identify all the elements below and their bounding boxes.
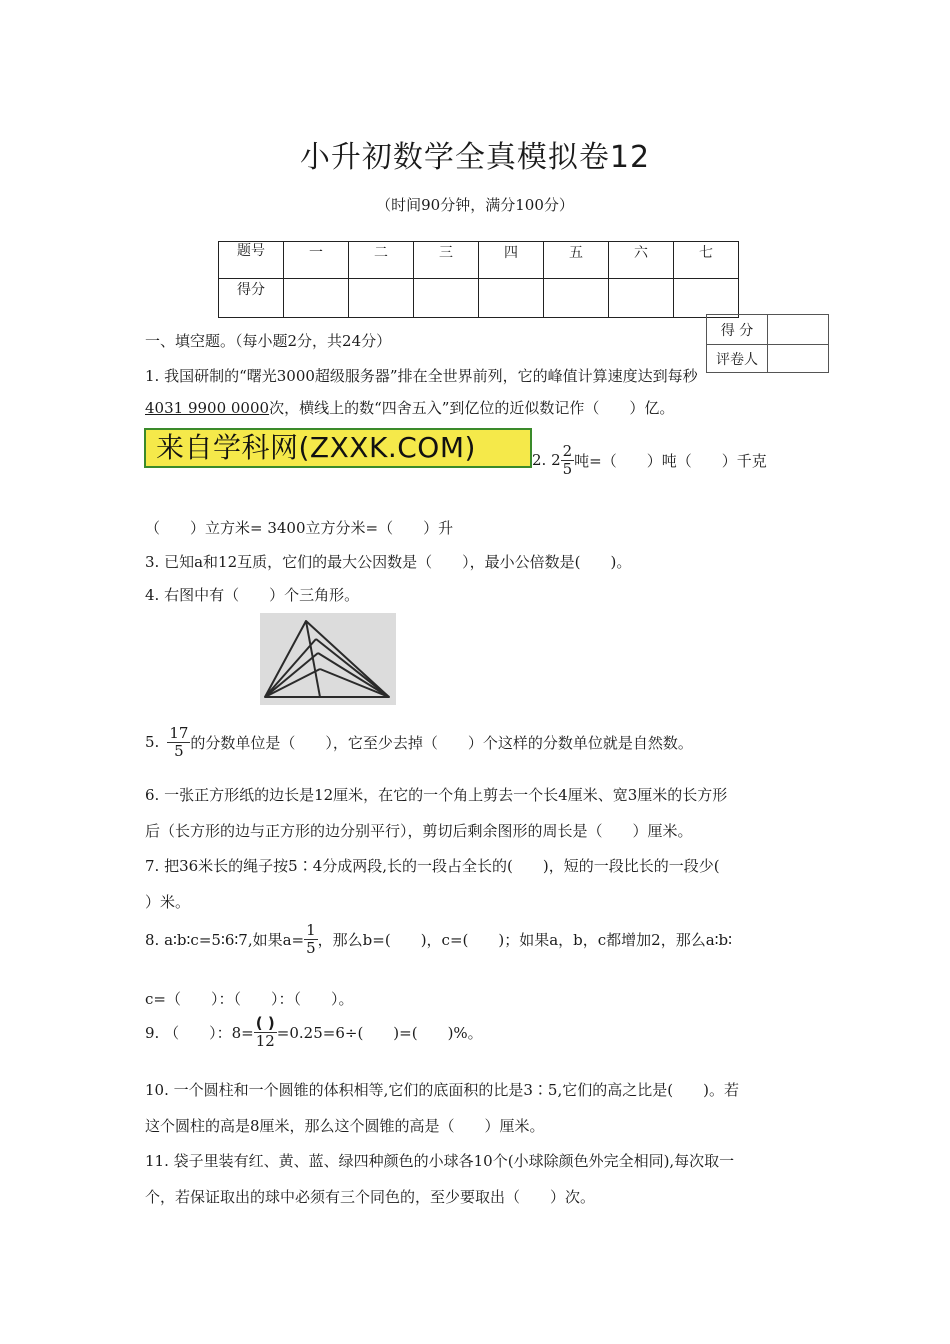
question-11-line-2: 个，若保证取出的球中必须有三个同色的，至少要取出（ ）次。 bbox=[145, 1188, 596, 1206]
fraction bbox=[304, 922, 318, 956]
question-1-line-1: 1. 我国研制的“曙光3000超级服务器”排在全世界前列，它的峰值计算速度达到每秒 bbox=[145, 367, 698, 385]
question-5-prefix: 5. bbox=[145, 733, 160, 751]
score-table bbox=[218, 241, 739, 318]
question-7-line-2: ）米。 bbox=[145, 893, 191, 911]
inner-line bbox=[320, 669, 389, 697]
grader-name-label: 评卷人 bbox=[707, 345, 768, 373]
question-9-suffix: =0.25=6÷( )=( )%。 bbox=[276, 1023, 483, 1042]
question-6-line-1: 6. 一张正方形纸的边长是12厘米，在它的一个角上剪去一个长4厘米、宽3厘米的长方形 bbox=[145, 786, 728, 804]
column-header: 二 bbox=[349, 242, 414, 279]
question-7-line-1: 7. 把36米长的绳子按5∶4分成两段,长的一段占全长的( )，短的一段比长的一段少( bbox=[145, 857, 720, 875]
question-6-line-2: 后（长方形的边与正方形的边分别平行），剪切后剩余图形的周长是（ ）厘米。 bbox=[145, 822, 693, 840]
question-9-prefix: 9. （ ）：8= bbox=[145, 1023, 254, 1042]
table-row bbox=[707, 315, 829, 345]
page-subtitle: （时间90分钟，满分100分） bbox=[376, 196, 574, 214]
fraction-numerator: 1 bbox=[306, 921, 316, 939]
grader-score-label: 得 分 bbox=[707, 315, 768, 345]
watermark-banner: 来自学科网(ZXXK.COM) bbox=[144, 428, 532, 468]
question-11-line-1: 11. 袋子里装有红、黄、蓝、绿四种颜色的小球各10个(小球除颜色外完全相同),每次取一 bbox=[145, 1152, 735, 1170]
question-10-line-2: 这个圆柱的高是8厘米，那么这个圆锥的高是（ ）厘米。 bbox=[145, 1117, 545, 1135]
question-1-line-2 bbox=[145, 397, 674, 418]
question-5-suffix: 的分数单位是（ ），它至少去掉（ ）个这样的分数单位就是自然数。 bbox=[190, 733, 693, 752]
question-3: 3. 已知a和12互质，它们的最大公因数是（ ），最小公倍数是( )。 bbox=[145, 553, 632, 571]
grader-score-cell[interactable] bbox=[768, 315, 829, 345]
triangle-figure bbox=[260, 613, 396, 705]
underlined-number: 4031 9900 0000 bbox=[145, 399, 270, 417]
column-header: 七 bbox=[674, 242, 739, 279]
fraction-numerator: ( ) bbox=[254, 1015, 277, 1033]
score-cell[interactable] bbox=[674, 279, 739, 318]
section-heading: 一、填空题。（每小题2分，共24分） bbox=[145, 332, 392, 350]
question-5 bbox=[145, 725, 693, 759]
row-label-question-number: 题号 bbox=[219, 242, 284, 279]
grader-name-cell[interactable] bbox=[768, 345, 829, 373]
question-8-suffix: ，那么b=( )，c=( )；如果a，b，c都增加2，那么a∶b∶ bbox=[317, 930, 733, 949]
question-2-line-1 bbox=[532, 443, 767, 477]
score-cell[interactable] bbox=[609, 279, 674, 318]
column-header: 六 bbox=[609, 242, 674, 279]
column-header: 三 bbox=[414, 242, 479, 279]
table-row bbox=[707, 345, 829, 373]
column-header: 四 bbox=[479, 242, 544, 279]
inner-line bbox=[318, 653, 389, 697]
question-8-line-1 bbox=[145, 922, 732, 956]
fraction-denominator: 5 bbox=[306, 938, 316, 957]
question-2-suffix: 吨=（ ）吨（ ）千克 bbox=[574, 451, 767, 470]
score-cell[interactable] bbox=[479, 279, 544, 318]
grader-box bbox=[706, 314, 829, 373]
score-cell[interactable] bbox=[284, 279, 349, 318]
fraction bbox=[167, 725, 190, 759]
question-2-prefix: 2. 2 bbox=[532, 451, 561, 469]
score-cell[interactable] bbox=[414, 279, 479, 318]
question-2-line-2: （ ）立方米= 3400立方分米=（ ）升 bbox=[145, 519, 454, 537]
table-row bbox=[219, 242, 739, 279]
fraction-denominator: 5 bbox=[562, 459, 573, 478]
question-10-line-1: 10. 一个圆柱和一个圆锥的体积相等,它们的底面积的比是3∶5,它们的高之比是( )。若 bbox=[145, 1081, 739, 1099]
question-9 bbox=[145, 1015, 483, 1049]
page-title: 小升初数学全真模拟卷12 bbox=[299, 140, 651, 175]
score-cell[interactable] bbox=[544, 279, 609, 318]
fraction-numerator: 17 bbox=[169, 724, 189, 742]
column-header: 五 bbox=[544, 242, 609, 279]
question-8-prefix: 8. a∶b∶c=5∶6∶7,如果a= bbox=[145, 930, 305, 949]
score-cell[interactable] bbox=[349, 279, 414, 318]
inner-line bbox=[316, 639, 389, 697]
triangle-diagram bbox=[260, 613, 396, 705]
question-4: 4. 右图中有（ ）个三角形。 bbox=[145, 586, 360, 604]
row-label-score: 得分 bbox=[219, 279, 284, 318]
fraction-denominator: 5 bbox=[174, 741, 184, 760]
question-8-line-2: c=（ ）：（ ）：（ ）。 bbox=[145, 990, 354, 1008]
fraction-numerator: 2 bbox=[562, 442, 573, 460]
column-header: 一 bbox=[284, 242, 349, 279]
fraction bbox=[561, 443, 575, 477]
question-1-text: 次，横线上的数“四舍五入”到亿位的近似数记作（ ）亿。 bbox=[269, 399, 675, 417]
fraction-denominator: 12 bbox=[255, 1031, 275, 1050]
table-row bbox=[219, 279, 739, 318]
fraction bbox=[254, 1015, 277, 1049]
